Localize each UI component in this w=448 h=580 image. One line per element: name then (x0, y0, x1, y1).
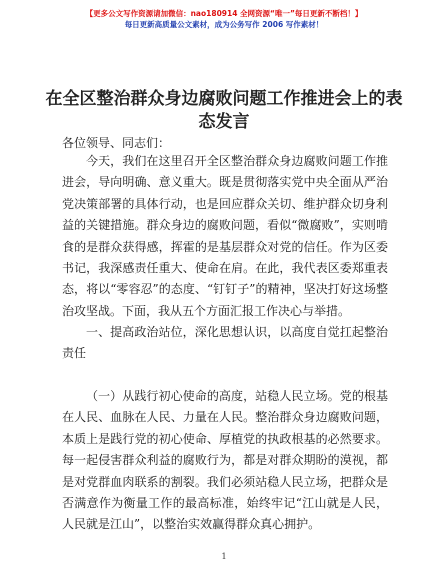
section-heading-1: 一、提高政治站位，深化思想认识，以高度自觉扛起整治责任 (62, 325, 388, 361)
banner-subtitle-line: 每日更新高质量公文素材，成为公务写作 2006 写作素材！ (124, 20, 324, 29)
header-banner (0, 8, 448, 30)
body-paragraph-subsection-1: （一）从践行初心使命的高度，站稳人民立场。党的根基在人民、血脉在人民、力量在人民。整治群众身边腐败问题，本质上是践行党的初心使命、厚植党的执政根基的必然要求。每一起侵害群众利益的腐败行为，都是对群众期盼的漠视，都是对党群血肉联系的割裂。我们必须站稳人民立场，把群众是否满意作为衡量工作的最高标准，始终牢记“江山就是人民，人民就是江山”，以整治实效赢得群众真心拥护。 (62, 389, 388, 532)
banner-promo-line: 【更多公文写作资源请加微信：nao180914 全网资源“唯一”每日更新不断档！】 (85, 9, 363, 18)
page-number: 1 (221, 552, 227, 561)
salutation: 各位领导、同志们： (62, 136, 171, 150)
document-title: 在全区整治群众身边腐败问题工作推进会上的表态发言 (45, 89, 403, 132)
body-paragraph-intro: 今天，我们在这里召开全区整治群众身边腐败问题工作推进会，导向明确、意义重大。既是贯彻落实党中央全面从严治党决策部署的具体行动，也是回应群众关切、维护群众切身利益的关键措施。群众身边的腐败问题，看似“微腐败”，实则啃食的是群众获得感，挥霍的是基层群众对党的信任。作为区委书记，我深感责任重大、使命在肩。在此，我代表区委郑重表态，将以“零容忍”的态度、“钉钉子”的精神，坚决打好这场整治攻坚战。下面，我从五个方面汇报工作决心与举措。 (62, 154, 388, 318)
